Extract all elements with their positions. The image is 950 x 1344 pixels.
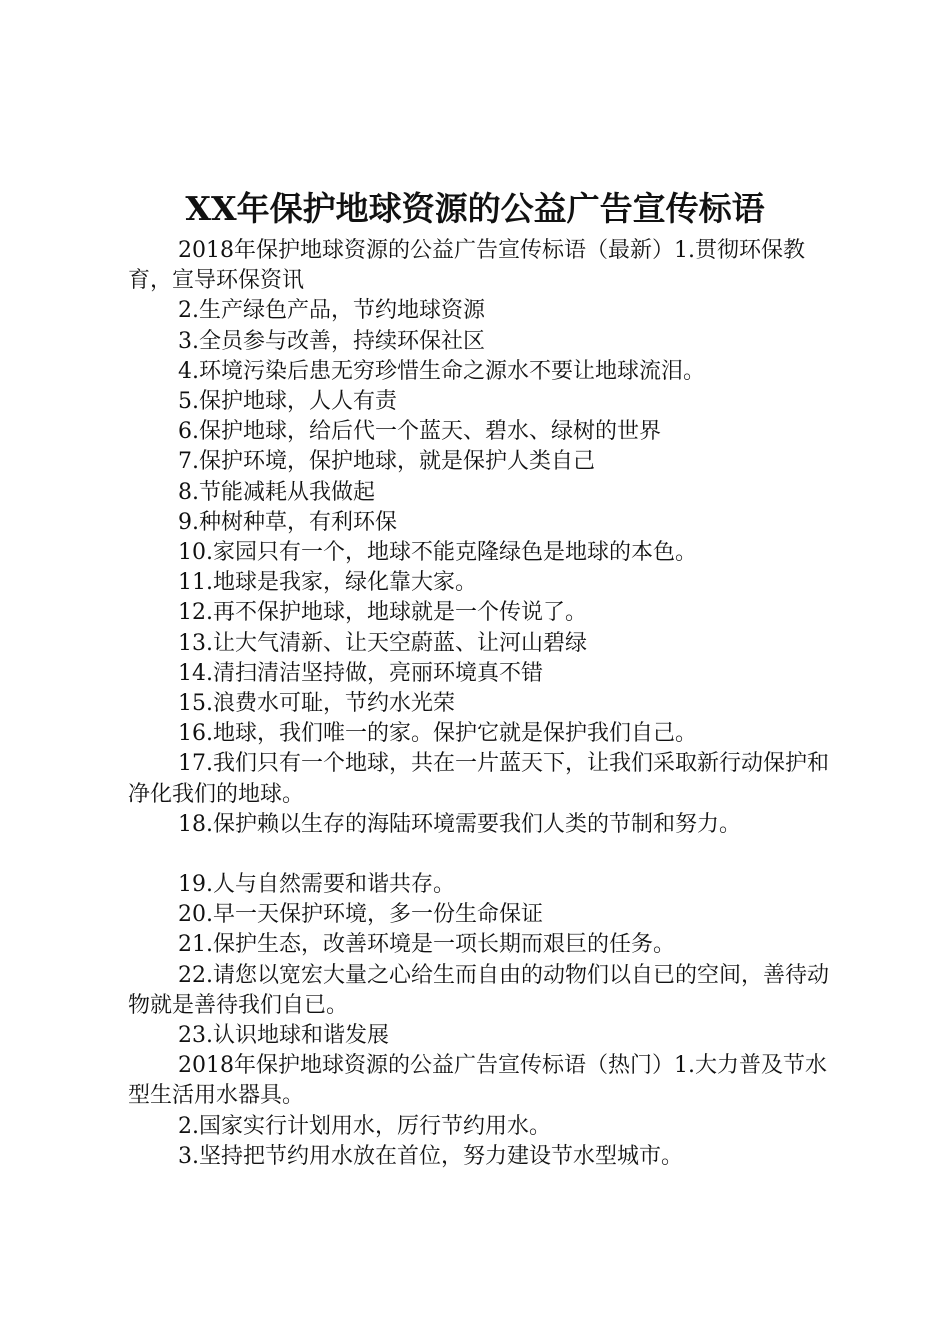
slogan-item: 4.环境污染后患无穷珍惜生命之源水不要让地球流泪。 xyxy=(178,358,705,384)
slogan-item: 19.人与自然需要和谐共存。 xyxy=(178,872,455,898)
blank-line xyxy=(128,840,838,870)
slogan-item: 11.地球是我家，绿化靠大家。 xyxy=(178,570,477,596)
slogan-item: 3.全员参与改善，持续环保社区 xyxy=(178,328,485,354)
slogan-item: 18.保护赖以生存的海陆环境需要我们人类的节制和努力。 xyxy=(178,811,741,837)
slogan-item: 2.生产绿色产品，节约地球资源 xyxy=(178,298,485,324)
paragraph-intro-latest: 2018年保护地球资源的公益广告宣传标语（最新）1.贯彻环保教育，宣导环保资讯 xyxy=(128,238,805,294)
slogan-item: 21.保护生态，改善环境是一项长期而艰巨的任务。 xyxy=(178,932,675,958)
slogan-item: 22.请您以宽宏大量之心给生而自由的动物们以自已的空间，善待动物就是善待我们自已。 xyxy=(128,962,829,1018)
slogan-item: 6.保护地球，给后代一个蓝天、碧水、绿树的世界 xyxy=(178,419,661,445)
slogan-item: 15.浪费水可耻，节约水光荣 xyxy=(178,691,455,717)
slogan-item: 13.让大气清新、让天空蔚蓝、让河山碧绿 xyxy=(178,630,587,656)
slogan-item: 16.地球，我们唯一的家。保护它就是保护我们自己。 xyxy=(178,721,697,747)
slogan-item: 14.清扫清洁坚持做，亮丽环境真不错 xyxy=(178,660,543,686)
slogan-item: 10.家园只有一个，地球不能克隆绿色是地球的本色。 xyxy=(178,540,697,566)
slogan-item: 9.种树种草，有利环保 xyxy=(178,509,397,535)
slogan-item: 3.坚持把节约用水放在首位，努力建设节水型城市。 xyxy=(178,1143,683,1169)
slogan-item: 17.我们只有一个地球，共在一片蓝天下，让我们采取新行动保护和净化我们的地球。 xyxy=(128,751,829,807)
slogan-item: 5.保护地球，人人有责 xyxy=(178,389,397,415)
document-body xyxy=(128,236,838,1172)
slogan-item: 8.节能减耗从我做起 xyxy=(178,479,375,505)
paragraph-intro-popular: 2018年保护地球资源的公益广告宣传标语（热门）1.大力普及节水型生活用水器具。 xyxy=(128,1053,827,1109)
slogan-item: 7.保护环境，保护地球，就是保护人类自己 xyxy=(178,449,595,475)
slogan-item: 23.认识地球和谐发展 xyxy=(178,1023,389,1049)
slogan-item: 20.早一天保护环境，多一份生命保证 xyxy=(178,902,543,928)
slogan-item: 12.再不保护地球，地球就是一个传说了。 xyxy=(178,600,587,626)
slogan-item: 2.国家实行计划用水，厉行节约用水。 xyxy=(178,1113,551,1139)
document-title: XX年保护地球资源的公益广告宣传标语 xyxy=(185,189,765,228)
